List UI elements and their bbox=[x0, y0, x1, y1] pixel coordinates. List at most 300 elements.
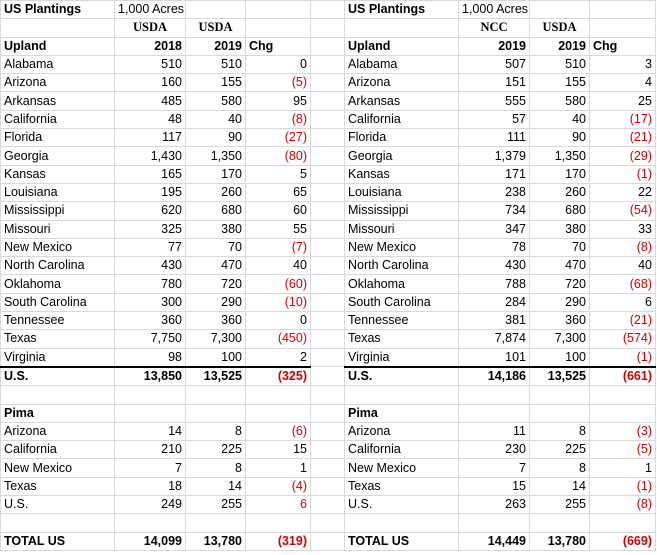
grand-total-row bbox=[1, 532, 656, 550]
change-value[interactable]: (4) bbox=[246, 477, 311, 495]
spacer-cell[interactable] bbox=[311, 202, 345, 220]
chg-header[interactable]: Chg bbox=[590, 37, 656, 55]
pima-total-label[interactable]: U.S. bbox=[1, 496, 115, 514]
state-name[interactable]: California bbox=[1, 441, 115, 459]
value-b[interactable]: 290 bbox=[186, 293, 246, 311]
spacer-cell[interactable] bbox=[311, 110, 345, 128]
change-value[interactable]: 2 bbox=[246, 348, 311, 367]
cell[interactable] bbox=[590, 386, 656, 404]
value-b[interactable]: 14 bbox=[186, 477, 246, 495]
value-b[interactable]: 40 bbox=[530, 110, 590, 128]
cell[interactable] bbox=[530, 404, 590, 422]
source-header[interactable]: NCC bbox=[459, 19, 530, 37]
change-value[interactable]: (450) bbox=[246, 330, 311, 348]
cell[interactable] bbox=[186, 514, 246, 532]
grand-total-label[interactable]: TOTAL US bbox=[1, 532, 115, 550]
change-value[interactable]: (1) bbox=[590, 348, 656, 367]
value-b[interactable]: 8 bbox=[186, 459, 246, 477]
value-b[interactable]: 8 bbox=[530, 459, 590, 477]
value-b[interactable]: 40 bbox=[186, 110, 246, 128]
blank-row bbox=[1, 386, 656, 404]
value-b[interactable]: 70 bbox=[530, 238, 590, 256]
change-value[interactable]: 60 bbox=[246, 202, 311, 220]
total-label[interactable]: U.S. bbox=[1, 367, 115, 386]
value-b[interactable]: 380 bbox=[186, 220, 246, 238]
state-name[interactable]: Virginia bbox=[345, 348, 459, 367]
value-a[interactable]: 171 bbox=[459, 165, 530, 183]
cell[interactable] bbox=[246, 19, 311, 37]
value-a[interactable]: 101 bbox=[459, 348, 530, 367]
state-name[interactable]: Mississippi bbox=[345, 202, 459, 220]
section-label-pima[interactable]: Pima bbox=[1, 404, 115, 422]
state-name[interactable]: Mississippi bbox=[1, 202, 115, 220]
spacer-cell[interactable] bbox=[311, 441, 345, 459]
change-value[interactable]: (54) bbox=[590, 202, 656, 220]
cell[interactable] bbox=[345, 386, 459, 404]
cell[interactable] bbox=[530, 386, 590, 404]
table-row bbox=[1, 477, 656, 495]
change-value[interactable]: 33 bbox=[590, 220, 656, 238]
spacer-cell[interactable] bbox=[311, 92, 345, 110]
value-a[interactable]: 77 bbox=[115, 238, 186, 256]
value-b[interactable]: 8 bbox=[530, 422, 590, 440]
state-name[interactable]: Texas bbox=[1, 477, 115, 495]
sheet-title[interactable]: US Plantings bbox=[1, 1, 115, 19]
spacer-cell[interactable] bbox=[311, 129, 345, 147]
spacer-cell[interactable] bbox=[311, 183, 345, 201]
value-a[interactable]: 7,750 bbox=[115, 330, 186, 348]
cell[interactable] bbox=[345, 514, 459, 532]
year-header[interactable]: 2018 bbox=[115, 37, 186, 55]
change-value[interactable]: (8) bbox=[246, 110, 311, 128]
state-name[interactable]: Alabama bbox=[345, 55, 459, 73]
state-name[interactable]: Arizona bbox=[345, 422, 459, 440]
value-a[interactable]: 510 bbox=[115, 55, 186, 73]
value-b[interactable]: 680 bbox=[186, 202, 246, 220]
spacer-cell[interactable] bbox=[311, 404, 345, 422]
value-b[interactable]: 720 bbox=[186, 275, 246, 293]
value-a[interactable]: 284 bbox=[459, 293, 530, 311]
grand-total-change[interactable]: (669) bbox=[590, 532, 656, 550]
value-b[interactable]: 720 bbox=[530, 275, 590, 293]
spacer-cell[interactable] bbox=[311, 165, 345, 183]
change-value[interactable]: 40 bbox=[246, 257, 311, 275]
value-a[interactable]: 230 bbox=[459, 441, 530, 459]
value-b[interactable]: 510 bbox=[186, 55, 246, 73]
value-a[interactable]: 195 bbox=[115, 183, 186, 201]
value-b[interactable]: 260 bbox=[530, 183, 590, 201]
source-header[interactable]: USDA bbox=[186, 19, 246, 37]
cell[interactable] bbox=[186, 1, 246, 19]
cell[interactable] bbox=[590, 514, 656, 532]
year-header[interactable]: 2019 bbox=[459, 37, 530, 55]
state-name[interactable]: Texas bbox=[1, 330, 115, 348]
spacer-cell[interactable] bbox=[311, 257, 345, 275]
pima-total-change[interactable]: (8) bbox=[590, 496, 656, 514]
spacer-cell[interactable] bbox=[311, 477, 345, 495]
change-value[interactable]: 5 bbox=[246, 165, 311, 183]
value-b[interactable]: 225 bbox=[530, 441, 590, 459]
value-a[interactable]: 57 bbox=[459, 110, 530, 128]
state-name[interactable]: Louisiana bbox=[345, 183, 459, 201]
state-name[interactable]: New Mexico bbox=[1, 238, 115, 256]
grand-total-b[interactable]: 13,780 bbox=[186, 532, 246, 550]
change-value[interactable]: (60) bbox=[246, 275, 311, 293]
change-value[interactable]: 15 bbox=[246, 441, 311, 459]
state-name[interactable]: New Mexico bbox=[1, 459, 115, 477]
table-row bbox=[1, 422, 656, 440]
value-b[interactable]: 290 bbox=[530, 293, 590, 311]
section-label-upland[interactable]: Upland bbox=[1, 37, 115, 55]
total-a[interactable]: 14,186 bbox=[459, 367, 530, 386]
spacer-cell[interactable] bbox=[311, 74, 345, 92]
value-a[interactable]: 165 bbox=[115, 165, 186, 183]
value-b[interactable]: 155 bbox=[530, 74, 590, 92]
state-name[interactable]: South Carolina bbox=[345, 293, 459, 311]
grand-total-change[interactable]: (319) bbox=[246, 532, 311, 550]
total-label[interactable]: U.S. bbox=[345, 367, 459, 386]
grand-total-label[interactable]: TOTAL US bbox=[345, 532, 459, 550]
total-change[interactable]: (661) bbox=[590, 367, 656, 386]
state-name[interactable]: Arizona bbox=[1, 74, 115, 92]
cell[interactable] bbox=[186, 404, 246, 422]
table-row bbox=[1, 55, 656, 73]
table-row bbox=[1, 74, 656, 92]
value-b[interactable]: 90 bbox=[530, 129, 590, 147]
section-label-upland[interactable]: Upland bbox=[345, 37, 459, 55]
change-value[interactable]: (68) bbox=[590, 275, 656, 293]
state-name[interactable]: Missouri bbox=[1, 220, 115, 238]
cell[interactable] bbox=[590, 19, 656, 37]
cell[interactable] bbox=[530, 514, 590, 532]
total-b[interactable]: 13,525 bbox=[186, 367, 246, 386]
cell[interactable] bbox=[246, 386, 311, 404]
change-value[interactable]: 6 bbox=[590, 293, 656, 311]
spacer-cell[interactable] bbox=[311, 422, 345, 440]
value-a[interactable]: 151 bbox=[459, 74, 530, 92]
state-name[interactable]: Arkansas bbox=[345, 92, 459, 110]
cell[interactable] bbox=[115, 404, 186, 422]
value-a[interactable]: 734 bbox=[459, 202, 530, 220]
value-a[interactable]: 7 bbox=[115, 459, 186, 477]
value-b[interactable]: 470 bbox=[186, 257, 246, 275]
table-row bbox=[1, 293, 656, 311]
value-b[interactable]: 470 bbox=[530, 257, 590, 275]
year-header[interactable]: 2019 bbox=[186, 37, 246, 55]
state-name[interactable]: Alabama bbox=[1, 55, 115, 73]
change-value[interactable]: 55 bbox=[246, 220, 311, 238]
value-a[interactable]: 117 bbox=[115, 129, 186, 147]
value-b[interactable]: 70 bbox=[186, 238, 246, 256]
value-a[interactable]: 7,874 bbox=[459, 330, 530, 348]
change-value[interactable]: 0 bbox=[246, 312, 311, 330]
state-name[interactable]: New Mexico bbox=[345, 238, 459, 256]
upland-total-row bbox=[1, 367, 656, 386]
change-value[interactable]: 40 bbox=[590, 257, 656, 275]
cell[interactable] bbox=[246, 1, 311, 19]
units-label[interactable]: 1,000 Acres bbox=[459, 1, 530, 19]
state-name[interactable]: Georgia bbox=[1, 147, 115, 165]
cell[interactable] bbox=[246, 514, 311, 532]
spacer-cell[interactable] bbox=[311, 386, 345, 404]
state-name[interactable]: Arizona bbox=[1, 422, 115, 440]
value-b[interactable]: 260 bbox=[186, 183, 246, 201]
table-row bbox=[1, 312, 656, 330]
spacer-cell[interactable] bbox=[311, 330, 345, 348]
spacer-cell[interactable] bbox=[311, 147, 345, 165]
value-a[interactable]: 780 bbox=[115, 275, 186, 293]
value-a[interactable]: 507 bbox=[459, 55, 530, 73]
year-header[interactable]: 2019 bbox=[530, 37, 590, 55]
cell[interactable] bbox=[459, 404, 530, 422]
change-value[interactable]: (7) bbox=[246, 238, 311, 256]
total-b[interactable]: 13,525 bbox=[530, 367, 590, 386]
value-a[interactable]: 111 bbox=[459, 129, 530, 147]
total-a[interactable]: 13,850 bbox=[115, 367, 186, 386]
table-row bbox=[1, 275, 656, 293]
change-value[interactable]: (80) bbox=[246, 147, 311, 165]
cell[interactable] bbox=[459, 386, 530, 404]
value-a[interactable]: 15 bbox=[459, 477, 530, 495]
value-b[interactable]: 100 bbox=[186, 348, 246, 367]
state-name[interactable]: Tennessee bbox=[345, 312, 459, 330]
value-b[interactable]: 14 bbox=[530, 477, 590, 495]
state-name[interactable]: California bbox=[345, 441, 459, 459]
value-a[interactable]: 11 bbox=[459, 422, 530, 440]
value-a[interactable]: 555 bbox=[459, 92, 530, 110]
table-row bbox=[1, 348, 656, 367]
value-b[interactable]: 90 bbox=[186, 129, 246, 147]
spacer-cell[interactable] bbox=[311, 55, 345, 73]
table-row bbox=[1, 92, 656, 110]
value-b[interactable]: 360 bbox=[186, 312, 246, 330]
cell[interactable] bbox=[459, 514, 530, 532]
change-value[interactable]: (29) bbox=[590, 147, 656, 165]
change-value[interactable]: (1) bbox=[590, 477, 656, 495]
change-value[interactable]: 95 bbox=[246, 92, 311, 110]
spacer-cell[interactable] bbox=[311, 348, 345, 367]
state-name[interactable]: Kansas bbox=[345, 165, 459, 183]
state-name[interactable]: Oklahoma bbox=[345, 275, 459, 293]
value-a[interactable]: 430 bbox=[115, 257, 186, 275]
value-a[interactable]: 788 bbox=[459, 275, 530, 293]
value-b[interactable]: 1,350 bbox=[186, 147, 246, 165]
state-name[interactable]: Kansas bbox=[1, 165, 115, 183]
state-name[interactable]: California bbox=[1, 110, 115, 128]
table-row bbox=[1, 129, 656, 147]
state-name[interactable]: Texas bbox=[345, 330, 459, 348]
value-a[interactable]: 360 bbox=[115, 312, 186, 330]
state-name[interactable]: Arkansas bbox=[1, 92, 115, 110]
units-label[interactable]: 1,000 Acres bbox=[115, 1, 186, 19]
value-a[interactable]: 238 bbox=[459, 183, 530, 201]
pima-total-a[interactable]: 249 bbox=[115, 496, 186, 514]
cell[interactable] bbox=[115, 386, 186, 404]
value-a[interactable]: 430 bbox=[459, 257, 530, 275]
value-b[interactable]: 155 bbox=[186, 74, 246, 92]
spacer-cell[interactable] bbox=[311, 459, 345, 477]
total-change[interactable]: (325) bbox=[246, 367, 311, 386]
value-a[interactable]: 620 bbox=[115, 202, 186, 220]
spacer-cell[interactable] bbox=[311, 37, 345, 55]
state-name[interactable]: Missouri bbox=[345, 220, 459, 238]
grand-total-a[interactable]: 14,449 bbox=[459, 532, 530, 550]
value-a[interactable]: 1,430 bbox=[115, 147, 186, 165]
state-name[interactable]: Florida bbox=[1, 129, 115, 147]
cell[interactable] bbox=[1, 19, 115, 37]
cell[interactable] bbox=[530, 1, 590, 19]
grand-total-b[interactable]: 13,780 bbox=[530, 532, 590, 550]
value-a[interactable]: 7 bbox=[459, 459, 530, 477]
grand-total-a[interactable]: 14,099 bbox=[115, 532, 186, 550]
table-row bbox=[1, 257, 656, 275]
change-value[interactable]: 25 bbox=[590, 92, 656, 110]
pima-total-a[interactable]: 263 bbox=[459, 496, 530, 514]
table-row bbox=[1, 147, 656, 165]
value-a[interactable]: 300 bbox=[115, 293, 186, 311]
table-row bbox=[1, 441, 656, 459]
value-b[interactable]: 1,350 bbox=[530, 147, 590, 165]
change-value[interactable]: 22 bbox=[590, 183, 656, 201]
header-row bbox=[1, 37, 656, 55]
change-value[interactable]: (1) bbox=[590, 165, 656, 183]
cell[interactable] bbox=[246, 404, 311, 422]
change-value[interactable]: (21) bbox=[590, 312, 656, 330]
change-value[interactable]: 1 bbox=[246, 459, 311, 477]
value-b[interactable]: 510 bbox=[530, 55, 590, 73]
change-value[interactable]: 1 bbox=[590, 459, 656, 477]
spacer-cell[interactable] bbox=[311, 275, 345, 293]
spacer-cell[interactable] bbox=[311, 514, 345, 532]
state-name[interactable]: North Carolina bbox=[345, 257, 459, 275]
spacer-cell[interactable] bbox=[311, 496, 345, 514]
table-row bbox=[1, 238, 656, 256]
spacer-cell[interactable] bbox=[311, 19, 345, 37]
state-name[interactable]: Georgia bbox=[345, 147, 459, 165]
value-a[interactable]: 78 bbox=[459, 238, 530, 256]
spacer-cell[interactable] bbox=[311, 532, 345, 550]
value-b[interactable]: 360 bbox=[530, 312, 590, 330]
change-value[interactable]: (3) bbox=[590, 422, 656, 440]
spacer-cell[interactable] bbox=[311, 367, 345, 386]
value-a[interactable]: 381 bbox=[459, 312, 530, 330]
change-value[interactable]: (574) bbox=[590, 330, 656, 348]
value-a[interactable]: 210 bbox=[115, 441, 186, 459]
spacer-cell[interactable] bbox=[311, 238, 345, 256]
change-value[interactable]: (21) bbox=[590, 129, 656, 147]
source-header[interactable]: USDA bbox=[530, 19, 590, 37]
table-row bbox=[1, 183, 656, 201]
table-row bbox=[1, 459, 656, 477]
sheet-title[interactable]: US Plantings bbox=[345, 1, 459, 19]
change-value[interactable]: 0 bbox=[246, 55, 311, 73]
change-value[interactable]: (17) bbox=[590, 110, 656, 128]
change-value[interactable]: (5) bbox=[246, 74, 311, 92]
cell[interactable] bbox=[590, 1, 656, 19]
change-value[interactable]: 3 bbox=[590, 55, 656, 73]
pima-label-row bbox=[1, 404, 656, 422]
state-name[interactable]: North Carolina bbox=[1, 257, 115, 275]
state-name[interactable]: Arizona bbox=[345, 74, 459, 92]
value-a[interactable]: 1,379 bbox=[459, 147, 530, 165]
spacer-cell[interactable] bbox=[311, 312, 345, 330]
section-label-pima[interactable]: Pima bbox=[345, 404, 459, 422]
spacer-cell[interactable] bbox=[311, 293, 345, 311]
cell[interactable] bbox=[186, 386, 246, 404]
value-a[interactable]: 325 bbox=[115, 220, 186, 238]
value-a[interactable]: 48 bbox=[115, 110, 186, 128]
value-a[interactable]: 160 bbox=[115, 74, 186, 92]
value-b[interactable]: 225 bbox=[186, 441, 246, 459]
cell[interactable] bbox=[1, 386, 115, 404]
value-b[interactable]: 7,300 bbox=[530, 330, 590, 348]
source-row bbox=[1, 19, 656, 37]
value-a[interactable]: 18 bbox=[115, 477, 186, 495]
value-b[interactable]: 680 bbox=[530, 202, 590, 220]
chg-header[interactable]: Chg bbox=[246, 37, 311, 55]
change-value[interactable]: 65 bbox=[246, 183, 311, 201]
value-b[interactable]: 170 bbox=[186, 165, 246, 183]
table-row bbox=[1, 202, 656, 220]
pima-total-b[interactable]: 255 bbox=[186, 496, 246, 514]
blank-row bbox=[1, 514, 656, 532]
state-name[interactable]: New Mexico bbox=[345, 459, 459, 477]
table-row bbox=[1, 220, 656, 238]
spacer-cell[interactable] bbox=[311, 1, 345, 19]
state-name[interactable]: Texas bbox=[345, 477, 459, 495]
cell[interactable] bbox=[590, 404, 656, 422]
value-b[interactable]: 580 bbox=[186, 92, 246, 110]
pima-total-row bbox=[1, 496, 656, 514]
state-name[interactable]: Virginia bbox=[1, 348, 115, 367]
value-b[interactable]: 8 bbox=[186, 422, 246, 440]
change-value[interactable]: (6) bbox=[246, 422, 311, 440]
value-b[interactable]: 380 bbox=[530, 220, 590, 238]
value-b[interactable]: 580 bbox=[530, 92, 590, 110]
cell[interactable] bbox=[115, 514, 186, 532]
spacer-cell[interactable] bbox=[311, 220, 345, 238]
pima-total-change[interactable]: 6 bbox=[246, 496, 311, 514]
table-row bbox=[1, 110, 656, 128]
cell[interactable] bbox=[345, 19, 459, 37]
value-b[interactable]: 7,300 bbox=[186, 330, 246, 348]
value-b[interactable]: 170 bbox=[530, 165, 590, 183]
source-header[interactable]: USDA bbox=[115, 19, 186, 37]
value-a[interactable]: 14 bbox=[115, 422, 186, 440]
value-b[interactable]: 100 bbox=[530, 348, 590, 367]
cell[interactable] bbox=[1, 514, 115, 532]
value-a[interactable]: 98 bbox=[115, 348, 186, 367]
table-row bbox=[1, 165, 656, 183]
change-value[interactable]: (5) bbox=[590, 441, 656, 459]
change-value[interactable]: (8) bbox=[590, 238, 656, 256]
state-name[interactable]: California bbox=[345, 110, 459, 128]
table-row bbox=[1, 330, 656, 348]
value-a[interactable]: 347 bbox=[459, 220, 530, 238]
value-a[interactable]: 485 bbox=[115, 92, 186, 110]
change-value[interactable]: (10) bbox=[246, 293, 311, 311]
title-row bbox=[1, 1, 656, 19]
state-name[interactable]: South Carolina bbox=[1, 293, 115, 311]
state-name[interactable]: Oklahoma bbox=[1, 275, 115, 293]
state-name[interactable]: Tennessee bbox=[1, 312, 115, 330]
change-value[interactable]: (27) bbox=[246, 129, 311, 147]
state-name[interactable]: Louisiana bbox=[1, 183, 115, 201]
state-name[interactable]: Florida bbox=[345, 129, 459, 147]
change-value[interactable]: 4 bbox=[590, 74, 656, 92]
pima-total-label[interactable]: U.S. bbox=[345, 496, 459, 514]
pima-total-b[interactable]: 255 bbox=[530, 496, 590, 514]
